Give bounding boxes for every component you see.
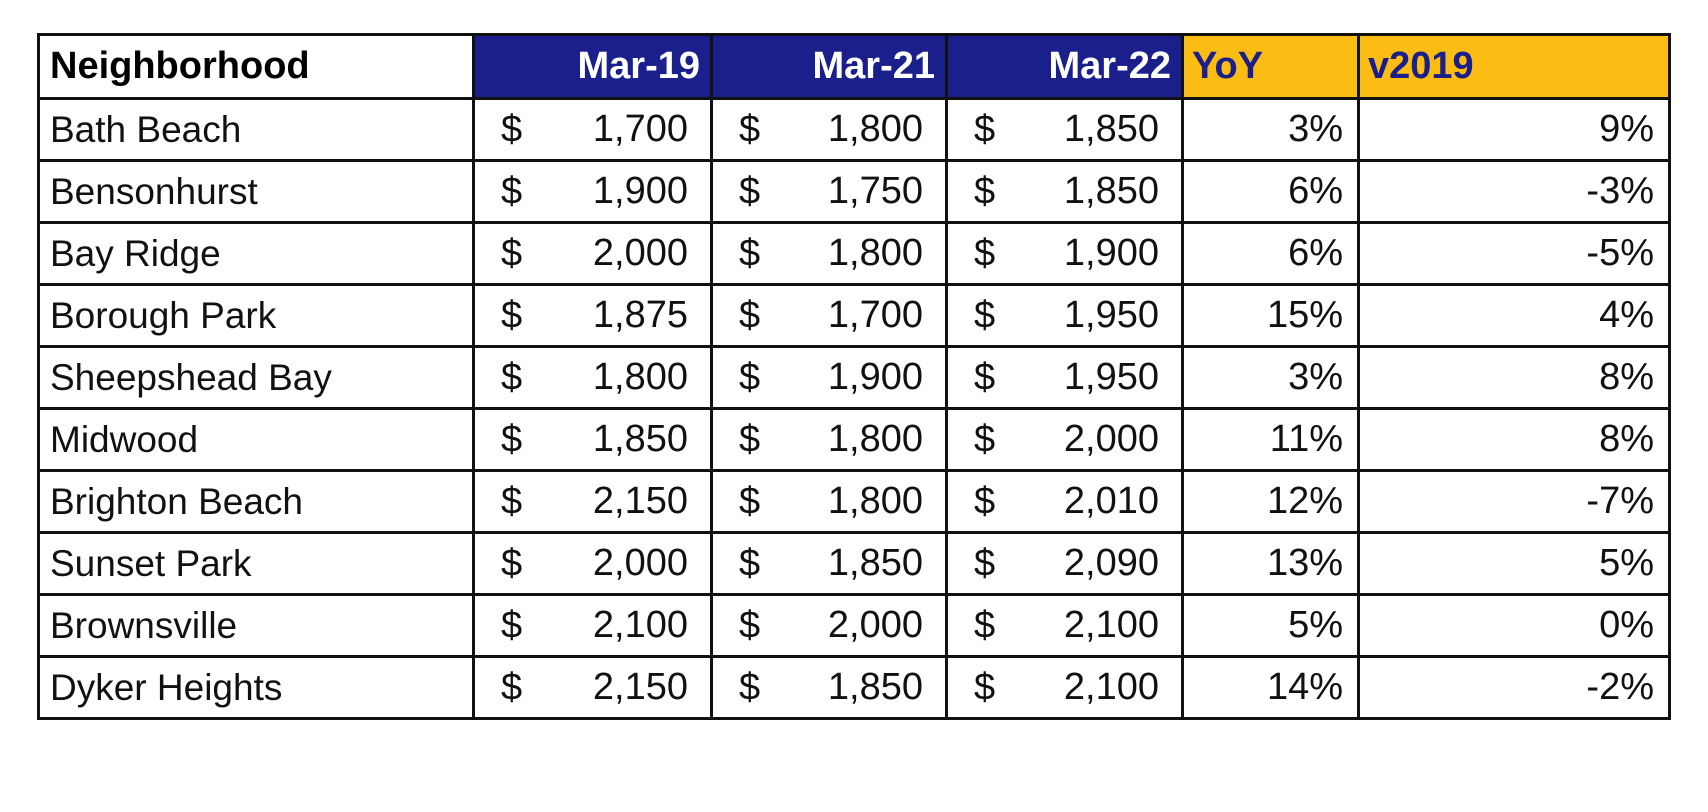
rent-cell-mar19 [474, 161, 712, 223]
dollar-sign: $ [974, 232, 996, 274]
dollar-sign: $ [739, 108, 761, 150]
rent-cell-mar21 [712, 657, 947, 719]
rent-value: 1,900 [827, 356, 923, 398]
neighborhood-cell: Brighton Beach [39, 471, 474, 533]
v2019-cell: -7% [1359, 471, 1670, 533]
dollar-sign: $ [501, 666, 523, 708]
v2019-cell: -3% [1359, 161, 1670, 223]
rent-table [37, 33, 1671, 720]
dollar-sign: $ [739, 418, 761, 460]
column-header-neighborhood: Neighborhood [39, 35, 474, 99]
rent-cell-mar22 [947, 657, 1183, 719]
rent-value: 1,850 [1063, 108, 1159, 150]
rent-value: 2,150 [592, 666, 688, 708]
rent-value: 1,700 [827, 294, 923, 336]
yoy-cell: 12% [1183, 471, 1359, 533]
dollar-sign: $ [501, 356, 523, 398]
rent-value: 1,850 [592, 418, 688, 460]
rent-cell-mar22 [947, 595, 1183, 657]
rent-value: 2,100 [1063, 604, 1159, 646]
rent-value: 2,150 [592, 480, 688, 522]
rent-value: 2,100 [592, 604, 688, 646]
rent-cell-mar22 [947, 533, 1183, 595]
rent-cell-mar19 [474, 223, 712, 285]
rent-value: 1,900 [1063, 232, 1159, 274]
neighborhood-cell: Bensonhurst [39, 161, 474, 223]
column-header-v2019: v2019 [1359, 35, 1670, 99]
rent-value: 2,000 [592, 232, 688, 274]
dollar-sign: $ [974, 604, 996, 646]
neighborhood-cell: Sunset Park [39, 533, 474, 595]
rent-cell-mar22 [947, 471, 1183, 533]
rent-cell-mar22 [947, 161, 1183, 223]
rent-cell-mar21 [712, 223, 947, 285]
table-row [39, 161, 1670, 223]
dollar-sign: $ [739, 356, 761, 398]
rent-value: 1,800 [827, 418, 923, 460]
dollar-sign: $ [739, 542, 761, 584]
v2019-cell: -5% [1359, 223, 1670, 285]
rent-cell-mar21 [712, 595, 947, 657]
neighborhood-cell: Borough Park [39, 285, 474, 347]
rent-value: 1,850 [827, 666, 923, 708]
rent-cell-mar22 [947, 285, 1183, 347]
rent-cell-mar21 [712, 99, 947, 161]
neighborhood-cell: Bay Ridge [39, 223, 474, 285]
dollar-sign: $ [501, 232, 523, 274]
v2019-cell: 9% [1359, 99, 1670, 161]
yoy-cell: 3% [1183, 347, 1359, 409]
yoy-cell: 5% [1183, 595, 1359, 657]
rent-value: 2,010 [1063, 480, 1159, 522]
dollar-sign: $ [974, 294, 996, 336]
v2019-cell: -2% [1359, 657, 1670, 719]
rent-value: 1,850 [827, 542, 923, 584]
rent-cell-mar19 [474, 347, 712, 409]
dollar-sign: $ [739, 480, 761, 522]
rent-cell-mar22 [947, 99, 1183, 161]
rent-value: 2,000 [592, 542, 688, 584]
rent-cell-mar19 [474, 657, 712, 719]
rent-value: 1,700 [592, 108, 688, 150]
rent-value: 2,000 [827, 604, 923, 646]
rent-value: 1,850 [1063, 170, 1159, 212]
rent-value: 2,090 [1063, 542, 1159, 584]
yoy-cell: 15% [1183, 285, 1359, 347]
table-row [39, 471, 1670, 533]
table-body [39, 99, 1670, 719]
table-row [39, 99, 1670, 161]
rent-value: 1,800 [827, 232, 923, 274]
yoy-cell: 14% [1183, 657, 1359, 719]
v2019-cell: 8% [1359, 347, 1670, 409]
rent-cell-mar21 [712, 285, 947, 347]
rent-value: 2,100 [1063, 666, 1159, 708]
neighborhood-cell: Dyker Heights [39, 657, 474, 719]
rent-value: 1,800 [827, 108, 923, 150]
v2019-cell: 5% [1359, 533, 1670, 595]
neighborhood-cell: Brownsville [39, 595, 474, 657]
dollar-sign: $ [974, 170, 996, 212]
neighborhood-cell: Sheepshead Bay [39, 347, 474, 409]
yoy-cell: 3% [1183, 99, 1359, 161]
rent-cell-mar22 [947, 223, 1183, 285]
v2019-cell: 0% [1359, 595, 1670, 657]
dollar-sign: $ [501, 604, 523, 646]
rent-cell-mar19 [474, 471, 712, 533]
dollar-sign: $ [974, 108, 996, 150]
dollar-sign: $ [501, 480, 523, 522]
rent-value: 2,000 [1063, 418, 1159, 460]
v2019-cell: 4% [1359, 285, 1670, 347]
yoy-cell: 6% [1183, 161, 1359, 223]
rent-value: 1,900 [592, 170, 688, 212]
dollar-sign: $ [501, 170, 523, 212]
table-row [39, 533, 1670, 595]
table-row [39, 285, 1670, 347]
rent-cell-mar19 [474, 533, 712, 595]
yoy-cell: 13% [1183, 533, 1359, 595]
rent-value: 1,800 [592, 356, 688, 398]
dollar-sign: $ [974, 356, 996, 398]
dollar-sign: $ [501, 542, 523, 584]
rent-cell-mar19 [474, 285, 712, 347]
rent-cell-mar21 [712, 347, 947, 409]
rent-cell-mar22 [947, 409, 1183, 471]
rent-value: 1,800 [827, 480, 923, 522]
column-header-mar-22: Mar-22 [947, 35, 1183, 99]
table-row [39, 595, 1670, 657]
dollar-sign: $ [739, 604, 761, 646]
dollar-sign: $ [501, 108, 523, 150]
table-row [39, 409, 1670, 471]
rent-cell-mar19 [474, 99, 712, 161]
dollar-sign: $ [974, 542, 996, 584]
rent-value: 1,750 [827, 170, 923, 212]
yoy-cell: 6% [1183, 223, 1359, 285]
table-row [39, 657, 1670, 719]
rent-cell-mar19 [474, 595, 712, 657]
rent-cell-mar21 [712, 533, 947, 595]
table-row [39, 347, 1670, 409]
rent-cell-mar21 [712, 471, 947, 533]
dollar-sign: $ [739, 170, 761, 212]
neighborhood-cell: Midwood [39, 409, 474, 471]
dollar-sign: $ [739, 294, 761, 336]
dollar-sign: $ [974, 480, 996, 522]
column-header-yoy: YoY [1183, 35, 1359, 99]
v2019-cell: 8% [1359, 409, 1670, 471]
dollar-sign: $ [974, 666, 996, 708]
dollar-sign: $ [501, 418, 523, 460]
table-row [39, 223, 1670, 285]
column-header-mar-19: Mar-19 [474, 35, 712, 99]
header-row [39, 35, 1670, 99]
yoy-cell: 11% [1183, 409, 1359, 471]
dollar-sign: $ [739, 666, 761, 708]
rent-cell-mar22 [947, 347, 1183, 409]
rent-cell-mar21 [712, 161, 947, 223]
dollar-sign: $ [974, 418, 996, 460]
rent-cell-mar21 [712, 409, 947, 471]
neighborhood-cell: Bath Beach [39, 99, 474, 161]
dollar-sign: $ [739, 232, 761, 274]
column-header-mar-21: Mar-21 [712, 35, 947, 99]
rent-cell-mar19 [474, 409, 712, 471]
rent-value: 1,875 [592, 294, 688, 336]
rent-value: 1,950 [1063, 294, 1159, 336]
rent-value: 1,950 [1063, 356, 1159, 398]
dollar-sign: $ [501, 294, 523, 336]
